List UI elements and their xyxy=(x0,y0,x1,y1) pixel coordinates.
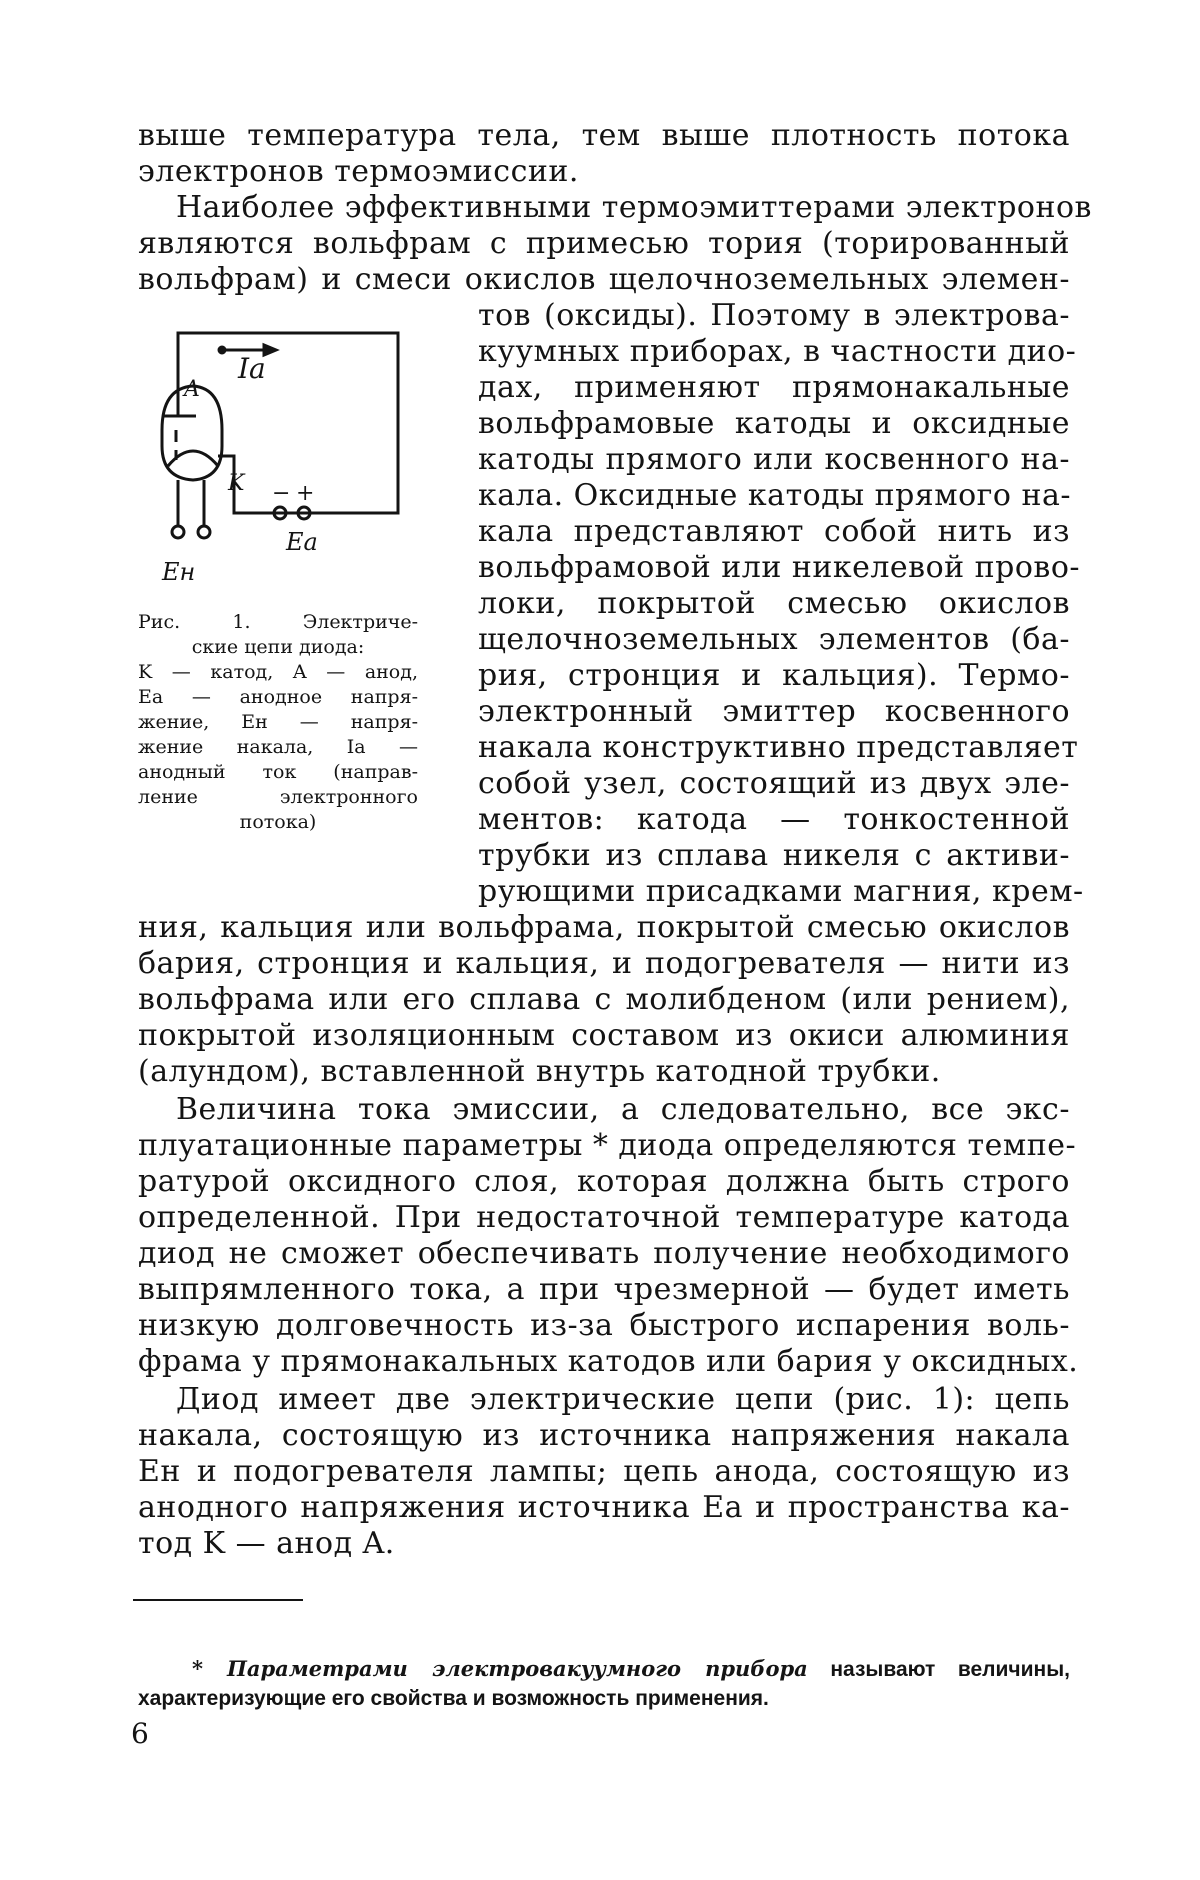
text-line: вольфрам) и смеси окислов щелочноземельных элемен- xyxy=(138,262,1070,297)
text-line: ния, кальция или вольфрама, покрытой смесью окислов xyxy=(138,910,1070,945)
text-line: выше температура тела, тем выше плотность потока xyxy=(138,118,1070,153)
caption-line: ские цепи диода: xyxy=(191,636,365,658)
paragraph-1 xyxy=(138,118,1070,190)
figure-1 xyxy=(138,318,428,878)
text-line: плуатационные параметры * диода определяются темпе- xyxy=(138,1128,1077,1163)
text-line: куумных приборах, в частности дио- xyxy=(478,334,1077,369)
footnote-divider xyxy=(133,1599,303,1601)
text-line: выпрямленного тока, а при чрезмерной — будет иметь xyxy=(138,1272,1070,1307)
text-line: Диод имеет две электрические цепи (рис. 1): цепь xyxy=(176,1382,1070,1417)
text-line: электронов термоэмиссии. xyxy=(138,154,579,189)
text-line: накала, состоящую из источника напряжения накала xyxy=(138,1418,1070,1453)
text-line: собой узел, состоящий из двух эле- xyxy=(478,766,1070,801)
heater-voltage-label: Eн xyxy=(162,558,196,586)
caption-line: ление электронного xyxy=(138,786,418,808)
caption-line: жение, Eн — напря- xyxy=(138,711,418,733)
text-line: тод K — анод A. xyxy=(138,1526,395,1561)
footnote-line: характеризующие его свойства и возможность применения. xyxy=(138,1687,769,1710)
text-line: Величина тока эмиссии, а следовательно, все экс- xyxy=(176,1092,1070,1127)
text-line: ментов: катода — тонкостенной xyxy=(478,802,1070,837)
page-number: 6 xyxy=(131,1717,149,1750)
text-line: (алундом), вставленной внутрь катодной трубки. xyxy=(138,1054,941,1089)
text-line: вольфрамовые катоды и оксидные xyxy=(478,406,1070,441)
text-line: покрытой изоляционным составом из окиси алюминия xyxy=(138,1018,1070,1053)
paragraph-2-top xyxy=(138,190,1092,298)
footnote xyxy=(138,1654,1070,1714)
text-line: локи, покрытой смесью окислов xyxy=(478,586,1070,621)
minus-sign: − xyxy=(272,481,291,506)
caption-line: Eа — анодное напря- xyxy=(138,686,418,708)
caption-line: анодный ток (направ- xyxy=(138,761,418,783)
text-line: Eн и подогревателя лампы; цепь анода, состоящую из xyxy=(138,1454,1070,1489)
footnote-line xyxy=(138,1654,1070,1684)
diode-circuit-diagram xyxy=(138,318,428,608)
caption-line: жение накала, Iа — xyxy=(138,736,418,758)
paragraph-2-bottom xyxy=(138,910,1070,1090)
text-line: вольфрамовой или никелевой прово- xyxy=(478,550,1081,585)
text-line: накала конструктивно представляет xyxy=(478,730,1079,765)
text-line: кала. Оксидные катоды прямого на- xyxy=(478,478,1071,513)
cathode-label: K xyxy=(228,471,245,496)
text-line: катоды прямого или косвенного на- xyxy=(478,442,1070,477)
text-line: кала представляют собой нить из xyxy=(478,514,1070,549)
caption-line: K — катод, A — анод, xyxy=(138,661,418,683)
text-line: рия, стронция и кальция). Термо- xyxy=(478,658,1070,693)
text-line: низкую долговечность из-за быстрого испарения воль- xyxy=(138,1308,1070,1343)
text-line: дах, применяют прямонакальные xyxy=(478,370,1070,405)
text-line: вольфрама или его сплава с молибденом (или рением), xyxy=(138,982,1070,1017)
anode-label: A xyxy=(184,377,200,402)
footnote-text: называют величины, xyxy=(807,1658,1070,1681)
text-line: ратурой оксидного слоя, которая должна быть строго xyxy=(138,1164,1070,1199)
plus-sign: + xyxy=(296,481,315,506)
text-line: трубки из сплава никеля с активи- xyxy=(478,838,1070,873)
text-line: бария, стронция и кальция, и подогревателя — нити из xyxy=(138,946,1070,981)
footnote-term: * Параметрами электровакуумного прибора xyxy=(192,1656,808,1681)
paragraph-4 xyxy=(138,1382,1070,1562)
current-label: Ia xyxy=(238,352,266,385)
text-line: щелочноземельных элементов (ба- xyxy=(478,622,1070,657)
paragraph-2-wrap xyxy=(478,298,1084,910)
text-line: диод не сможет обеспечивать получение необходимого xyxy=(138,1236,1070,1271)
text-line: Наиболее эффективными термоэмиттерами электронов xyxy=(176,190,1092,225)
text-line: определенной. При недостаточной температуре катода xyxy=(138,1200,1070,1235)
anode-voltage-label: Ea xyxy=(286,528,318,556)
paragraph-3 xyxy=(138,1092,1079,1380)
text-line: фрама у прямонакальных катодов или бария у оксидных. xyxy=(138,1344,1079,1379)
text-line: анодного напряжения источника Eа и пространства ка- xyxy=(138,1490,1070,1525)
caption-line: потока) xyxy=(239,811,317,833)
text-line: тов (оксиды). Поэтому в электрова- xyxy=(478,298,1070,333)
text-line: рующими присадками магния, крем- xyxy=(478,874,1084,909)
figure-caption xyxy=(138,610,418,835)
text-line: электронный эмиттер косвенного xyxy=(478,694,1070,729)
caption-line: Рис. 1. Электриче- xyxy=(138,611,418,633)
text-line: являются вольфрам с примесью тория (торированный xyxy=(138,226,1070,261)
